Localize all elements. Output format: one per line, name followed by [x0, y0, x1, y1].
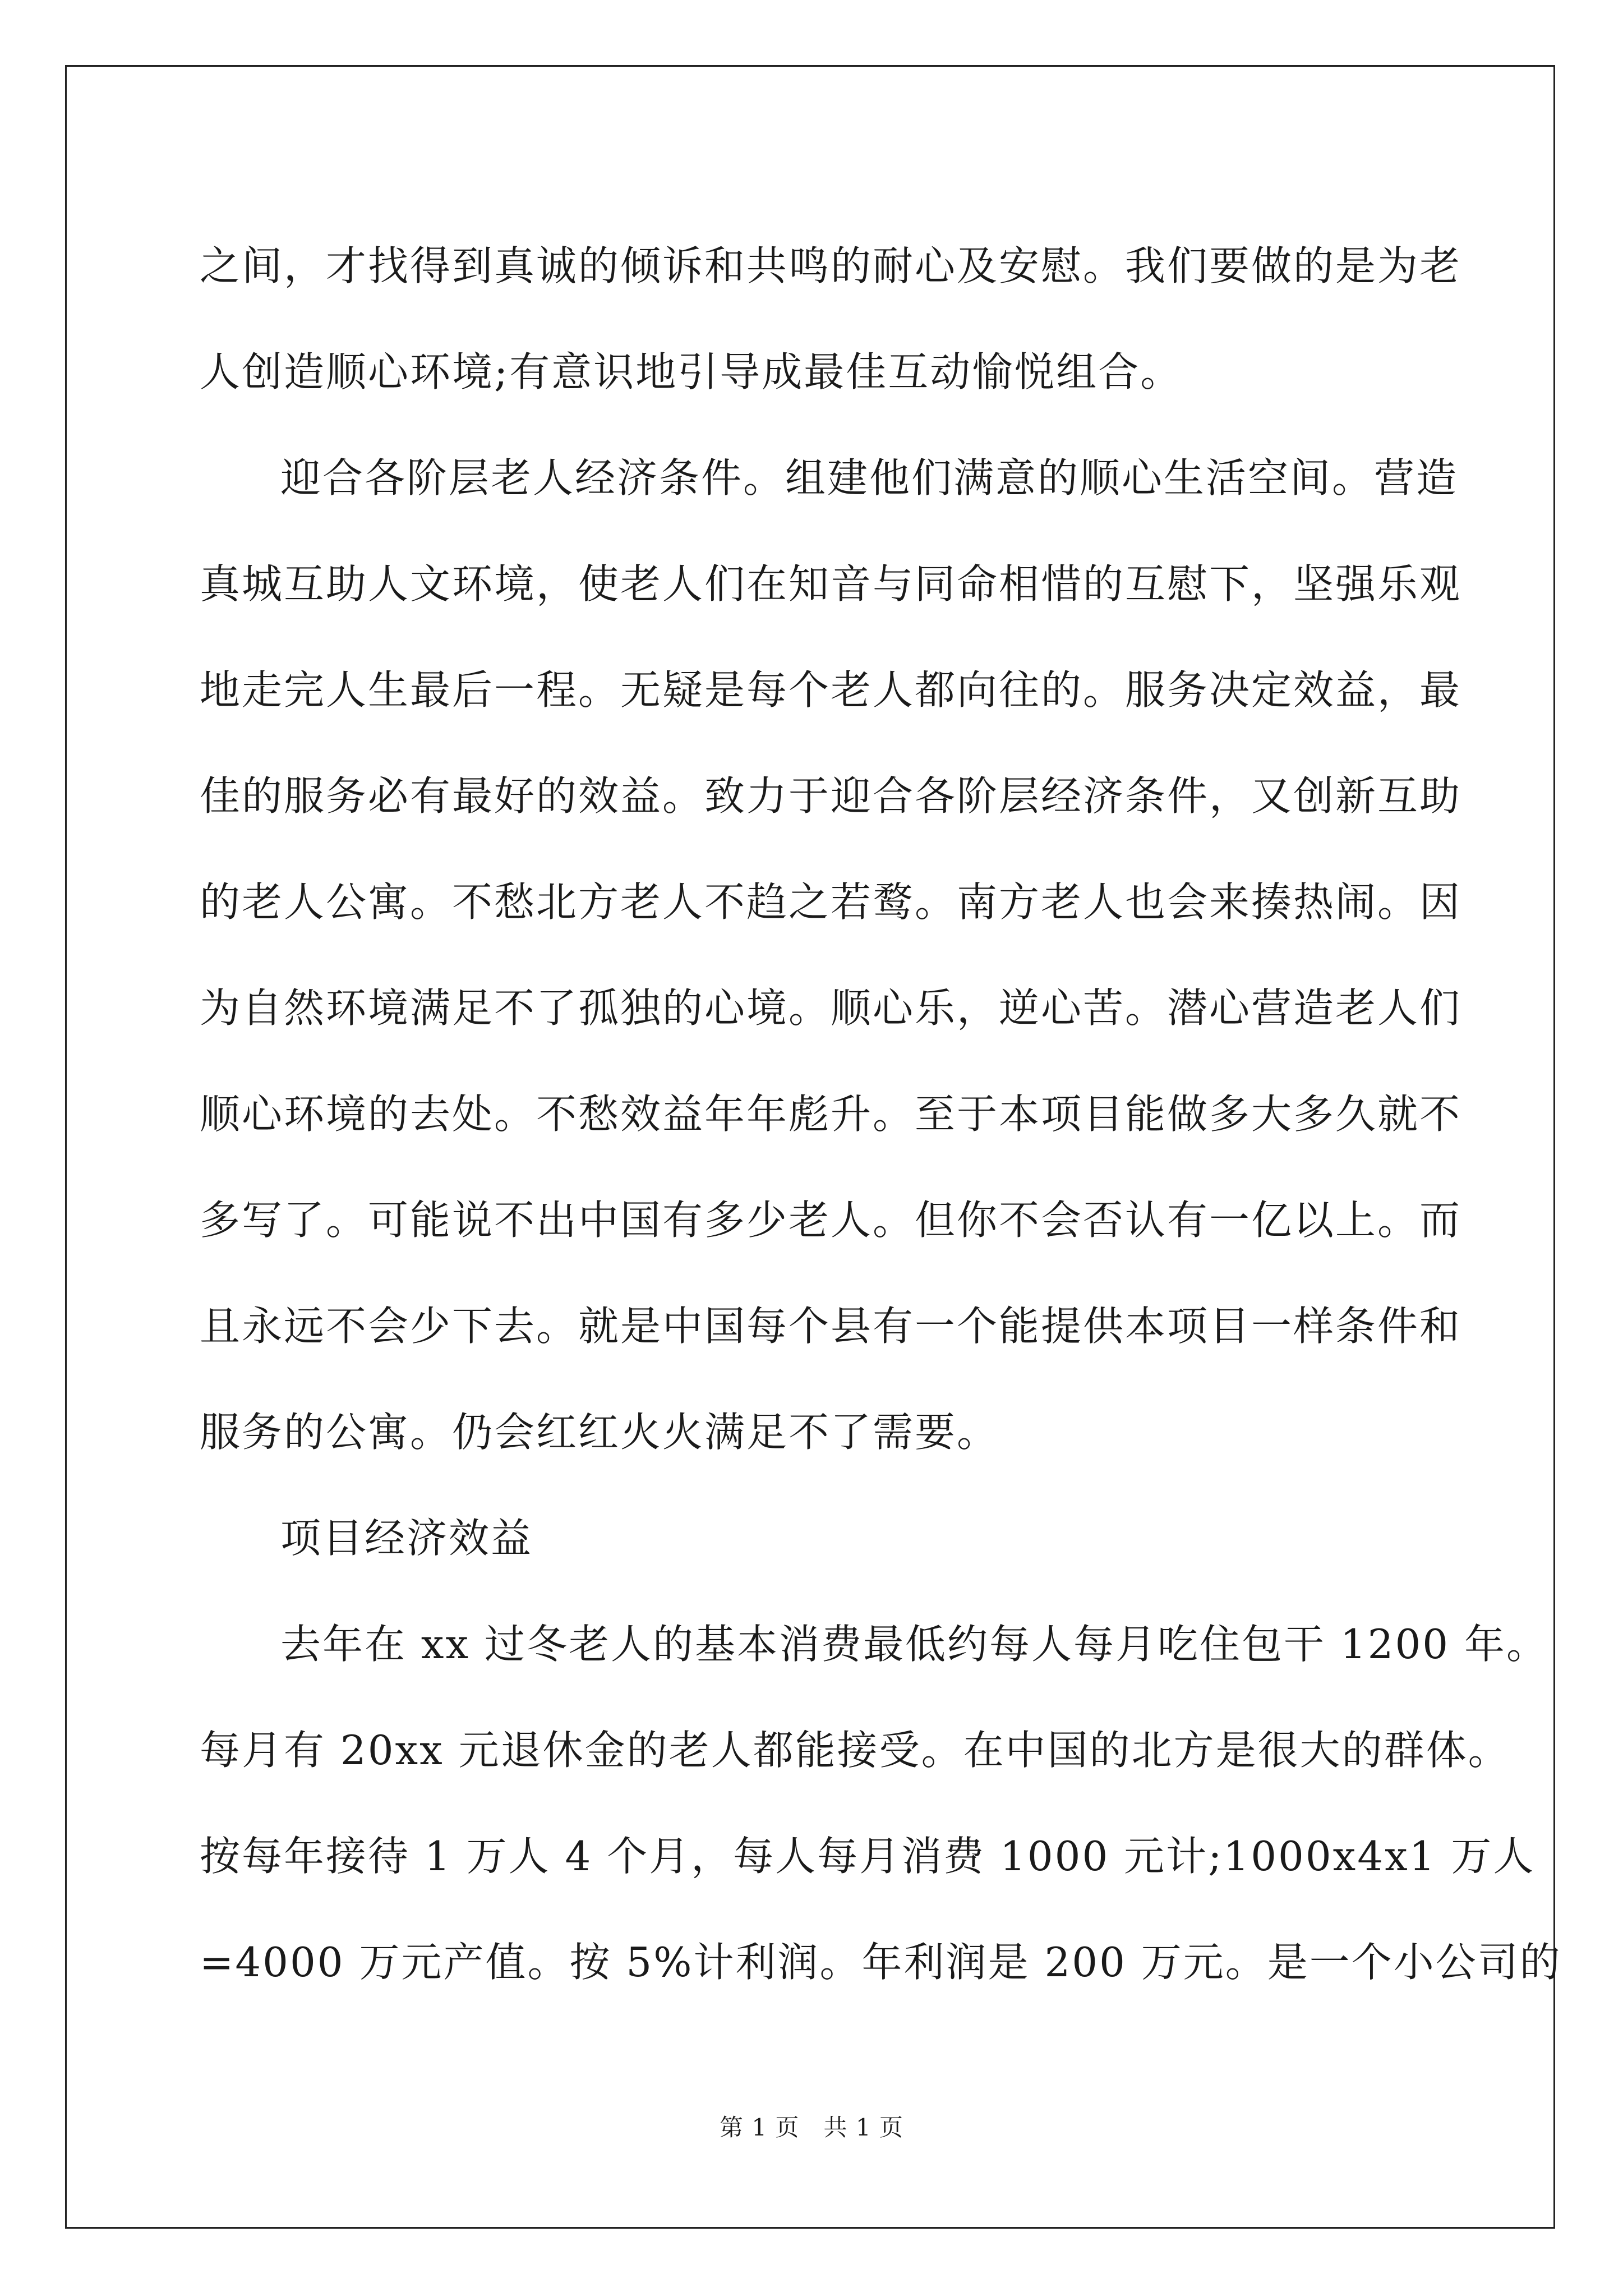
- text-line: 且永远不会少下去。就是中国每个县有一个能提供本项目一样条件和: [200, 1303, 1462, 1350]
- text-line: =4000 万元产值。按 5%计利润。年利润是 200 万元。是一个小公司的: [200, 1939, 1562, 1986]
- text-line: 服务的公寓。仍会红红火火满足不了需要。: [200, 1409, 999, 1456]
- text-line: 每月有 20xx 元退休金的老人都能接受。在中国的北方是很大的群体。: [200, 1727, 1510, 1774]
- document-body: [200, 213, 1562, 2016]
- text-line: 佳的服务必有最好的效益。致力于迎合各阶层经济条件，又创新互助: [200, 772, 1462, 820]
- text-line: 按每年接待 1 万人 4 个月，每人每月消费 1000 元计;1000x4x1 万人: [200, 1833, 1536, 1880]
- section-heading: 项目经济效益: [280, 1515, 533, 1562]
- text-line: 人创造顺心环境;有意识地引导成最佳互动愉悦组合。: [200, 348, 1183, 395]
- text-line: 为自然环境满足不了孤独的心境。顺心乐，逆心苦。潜心营造老人们: [200, 984, 1462, 1032]
- text-line: 多写了。可能说不出中国有多少老人。但你不会否认有一亿以上。而: [200, 1197, 1462, 1244]
- text-line: 地走完人生最后一程。无疑是每个老人都向往的。服务决定效益，最: [200, 666, 1462, 714]
- paragraph-first-line: 迎合各阶层老人经济条件。组建他们满意的顺心生活空间。营造: [280, 454, 1459, 501]
- text-line: 顺心环境的去处。不愁效益年年彪升。至于本项目能做多大多久就不: [200, 1091, 1462, 1138]
- text-line: 真城互助人文环境，使老人们在知音与同命相惜的互慰下，坚强乐观: [200, 560, 1462, 608]
- page-number-footer: 第 1 页 共 1 页: [720, 2114, 903, 2141]
- text-line: 的老人公寓。不愁北方老人不趋之若鹜。南方老人也会来揍热闹。因: [200, 878, 1462, 926]
- paragraph-first-line: 去年在 xx 过冬老人的基本消费最低约每人每月吃住包干 1200 年。: [280, 1621, 1548, 1668]
- text-line: 之间，才找得到真诚的倾诉和共鸣的耐心及安慰。我们要做的是为老: [200, 242, 1462, 289]
